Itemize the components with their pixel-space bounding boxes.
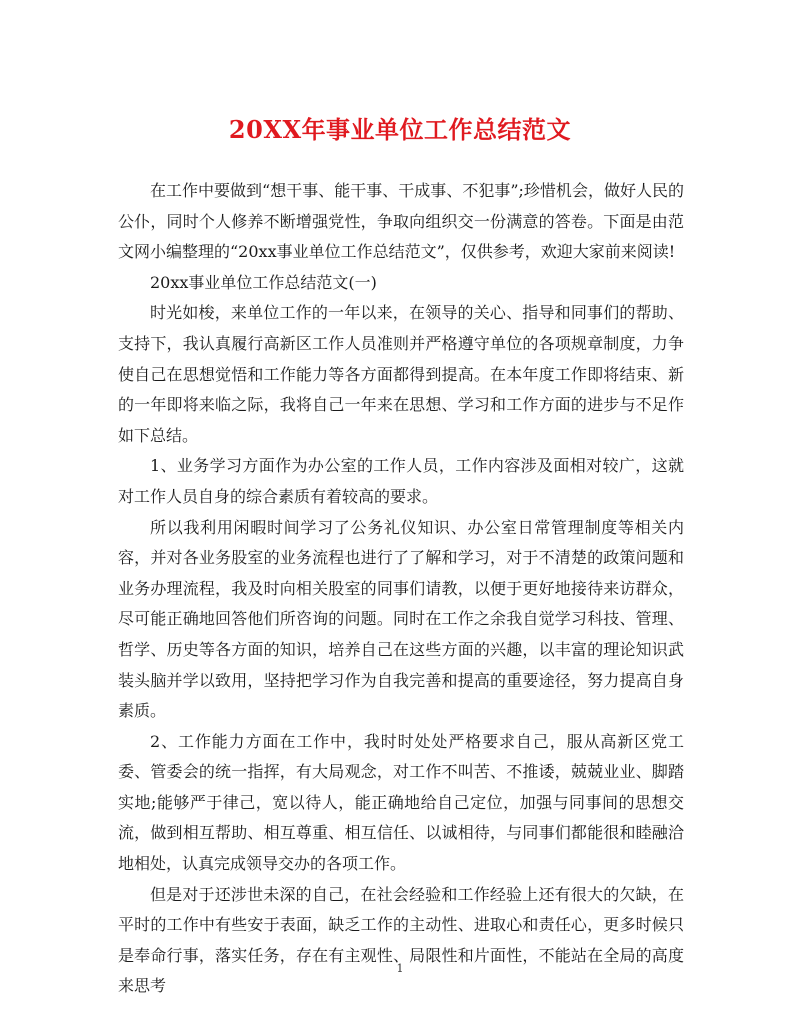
section-heading: 20xx事业单位工作总结范文(一) [150,272,377,292]
body-paragraph: 1、业务学习方面作为办公室的工作人员，工作内容涉及面相对较广，这就对工作人员自身的综合素质有着较高的要求。 [118,456,684,506]
body-paragraph: 2、工作能力方面在工作中，我时时处处严格要求自己，服从高新区党工委、管委会的统一指挥，有大局观念，对工作不叫苦、不推诿，兢兢业业、脚踏实地;能够严于律己，宽以待人，能正确地给自己定位，加强与同事间的思想交流，做到相互帮助、相互尊重、相互信任、以诚相待，与同事们都能很和睦融洽地相处，认真完成领导交办的各项工作。 [118,731,684,874]
page-number: 1 [396,962,404,975]
body-paragraph: 所以我利用闲暇时间学习了公务礼仪知识、办公室日常管理制度等相关内容，并对各业务股室的业务流程也进行了了解和学习，对于不清楚的政策问题和业务办理流程，我及时向相关股室的同事们请教，以便于更好地接待来访群众，尽可能正确地回答他们所咨询的问题。同时在工作之余我自觉学习科技、管理、哲学、历史等各方面的知识，培养自己在这些方面的兴趣，以丰富的理论知识武装头脑并学以致用，坚持把学习作为自我完善和提高的重要途径，努力提高自身素质。 [118,517,684,721]
intro-paragraph: 在工作中要做到“想干事、能干事、干成事、不犯事”;珍惜机会，做好人民的公仆，同时个人修养不断增强党性，争取向组织交一份满意的答卷。下面是由范文网小编整理的“20xx事业单位工作总结范文”，仅供参考，欢迎大家前来阅读! [118,181,684,262]
body-paragraph: 时光如梭，来单位工作的一年以来，在领导的关心、指导和同事们的帮助、支持下，我认真履行高新区工作人员准则并严格遵守单位的各项规章制度，力争使自己在思想觉悟和工作能力等各方面都得到提高。在本年度工作即将结束、新的一年即将来临之际，我将自己一年来在思想、学习和工作方面的进步与不足作如下总结。 [118,303,684,445]
body-paragraph: 但是对于还涉世未深的自己，在社会经验和工作经验上还有很大的欠缺，在平时的工作中有些安于表面，缺乏工作的主动性、进取心和责任心，更多时候只是奉命行事，落实任务，存在有主观性、局限性和片面性，不能站在全局的高度来思考 [118,884,684,996]
document-body [118,176,684,1002]
document-title: 20XX年事业单位工作总结范文 [228,115,572,144]
